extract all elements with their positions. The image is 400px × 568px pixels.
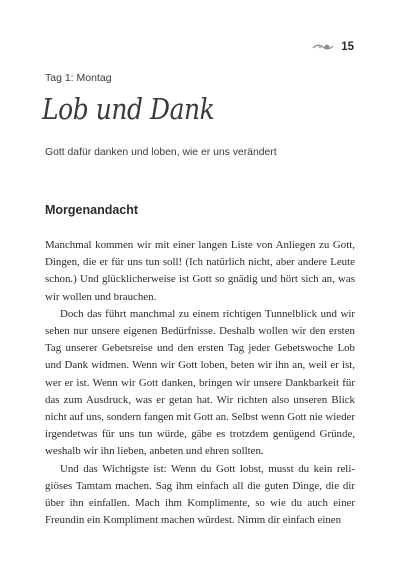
chapter-subtitle: Gott dafür danken und loben, wie er uns verändert [45,147,277,158]
paragraph: Manchmal kommen wir mit einer langen Liste von Anliegen zu Gott, Dingen, die er für uns tun soll! (Ich natürlich nicht, aber andere Leute schon.) Und glücklicherweise ist Gott so gnädig und hört sich an, was wir wollen und brauchen. [45,239,355,303]
body-text [45,237,355,529]
paragraph: Doch das führt manchmal zu einem richtigen Tunnelblick und wir sehen nur unsere eigenen Bedürfnisse. Deshalb wollen wir den ersten Tag unserer Gebetsreise und den ersten Tag jeder Gebetswoche Lob und Dank widmen. Wenn wir Gott loben, beten wir ihn an, weil er ist, wer er ist. Wenn wir Gott danken, bringen wir unsere Dankbarkeit für das zum Ausdruck, was er getan hat. Wir richten also unseren Blick nicht auf uns, sondern fangen mit Gott an. Selbst wenn Gott nie wieder irgendetwas für uns tun würde, gäbe es trotzdem genügend Gründe, weshalb wir ihn lieben, anbeten und ehren sollten. [45,307,355,458]
ornament-icon [312,42,334,52]
paragraph: Und das Wichtigste ist: Wenn du Gott lobst, musst du kein religiöses Tamtam machen. Sag ihm einfach all die guten Dinge, die dir über ihn einfallen. Mach ihm Komplimente, so wie du auch einer Freundin ein Kompliment machen würdest. Nimm dir einfach einen [45,462,355,527]
chapter-title: Lob und Dank [42,92,215,126]
page-number: 15 [341,41,354,53]
section-heading: Morgenandacht [45,203,139,217]
day-label: Tag 1: Montag [45,72,112,84]
